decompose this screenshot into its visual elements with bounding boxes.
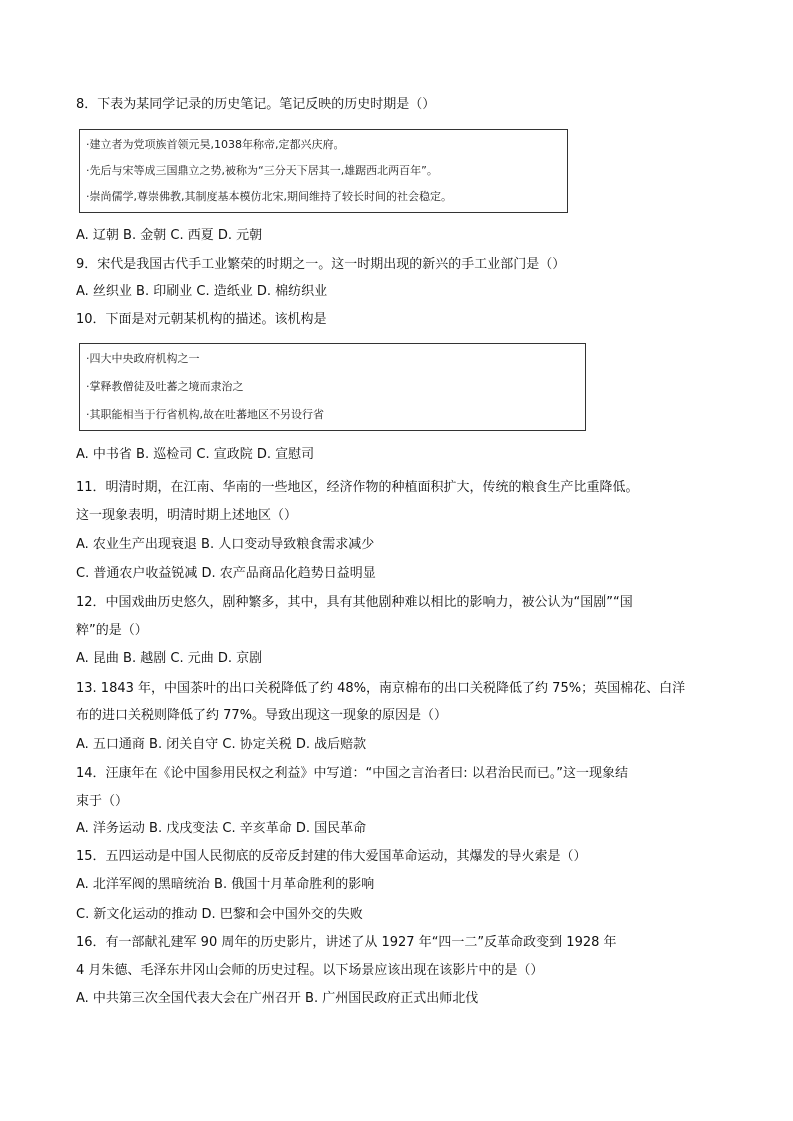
question-10-options: A. 中书省 B. 巡检司 C. 宣政院 D. 宣慰司: [76, 447, 315, 462]
question-10-stem: 10．下面是对元朝某机构的描述。该机构是: [76, 312, 327, 327]
question-13-stem-line-1: 13. 1843 年，中国茶叶的出口关税降低了约 48%，南京棉布的出口关税降低了约 75%；英国棉花、白洋: [76, 681, 686, 696]
question-9-options: A. 丝织业 B. 印刷业 C. 造纸业 D. 棉纺织业: [76, 284, 328, 299]
notes-row-1: ·建立者为党项族首领元昊,1038年称帝,定都兴庆府。: [86, 138, 345, 151]
question-14-stem-line-1: 14．汪康年在《论中国参用民权之利益》中写道：“中国之言治者曰: 以君治民而已。”这一现象结: [76, 766, 629, 781]
question-11-stem-line-1: 11．明清时期，在江南、华南的一些地区，经济作物的种植面积扩大，传统的粮食生产比重降低。: [76, 480, 639, 495]
notes-row-3: ·崇尚儒学,尊崇佛教,其制度基本模仿北宋,期间维持了较长时间的社会稳定。: [86, 190, 452, 203]
question-11-stem-line-2: 这一现象表明，明清时期上述地区（）: [76, 508, 298, 523]
question-13-stem-line-2: 布的进口关税则降低了约 77%。导致出现这一现象的原因是（）: [76, 708, 448, 723]
question-15-options-line-1: A. 北洋军阀的黑暗统治 B. 俄国十月革命胜利的影响: [76, 877, 375, 892]
description-row-3: ·其职能相当于行省机构,故在吐蕃地区不另设行省: [86, 408, 324, 421]
question-8-notes-table: [79, 129, 568, 213]
question-12-options: A. 昆曲 B. 越剧 C. 元曲 D. 京剧: [76, 651, 263, 666]
question-12-stem-line-1: 12．中国戏曲历史悠久，剧种繁多，其中，具有其他剧种难以相比的影响力，被公认为“国剧”“国: [76, 595, 633, 610]
description-row-1: ·四大中央政府机构之一: [86, 352, 200, 365]
question-15-options-line-2: C. 新文化运动的推动 D. 巴黎和会中国外交的失败: [76, 907, 363, 922]
question-11-options-line-1: A. 农业生产出现衰退 B. 人口变动导致粮食需求减少: [76, 537, 375, 552]
notes-row-2: ·先后与宋等成三国鼎立之势,被称为“三分天下居其一,雄踞西北两百年”。: [86, 164, 438, 177]
question-10-description-table: [79, 343, 586, 431]
question-16-options-line-1: A. 中共第三次全国代表大会在广州召开 B. 广州国民政府正式出师北伐: [76, 991, 479, 1006]
question-15-stem: 15．五四运动是中国人民彻底的反帝反封建的伟大爱国革命运动，其爆发的导火索是（）: [76, 849, 587, 864]
question-9-stem: 9．宋代是我国古代手工业繁荣的时期之一。这一时期出现的新兴的手工业部门是（）: [76, 257, 566, 272]
question-8-stem: 8．下表为某同学记录的历史笔记。笔记反映的历史时期是（）: [76, 97, 436, 112]
question-14-stem-line-2: 束于（）: [76, 794, 129, 809]
question-13-options: A. 五口通商 B. 闭关自守 C. 协定关税 D. 战后赔款: [76, 737, 367, 752]
description-row-2: ·掌释教僧徒及吐蕃之境而隶治之: [86, 380, 244, 393]
question-16-stem-line-1: 16．有一部献礼建军 90 周年的历史影片，讲述了从 1927 年“四一二”反革命政变到 1928 年: [76, 935, 617, 950]
question-8-options: A. 辽朝 B. 金朝 C. 西夏 D. 元朝: [76, 228, 263, 243]
question-11-options-line-2: C. 普通农户收益锐减 D. 农产品商品化趋势日益明显: [76, 566, 376, 581]
question-16-stem-line-2: 4 月朱德、毛泽东井冈山会师的历史过程。以下场景应该出现在该影片中的是（）: [76, 963, 544, 978]
question-14-options: A. 洋务运动 B. 戊戌变法 C. 辛亥革命 D. 国民革命: [76, 821, 367, 836]
question-12-stem-line-2: 粹”的是（）: [76, 623, 148, 638]
